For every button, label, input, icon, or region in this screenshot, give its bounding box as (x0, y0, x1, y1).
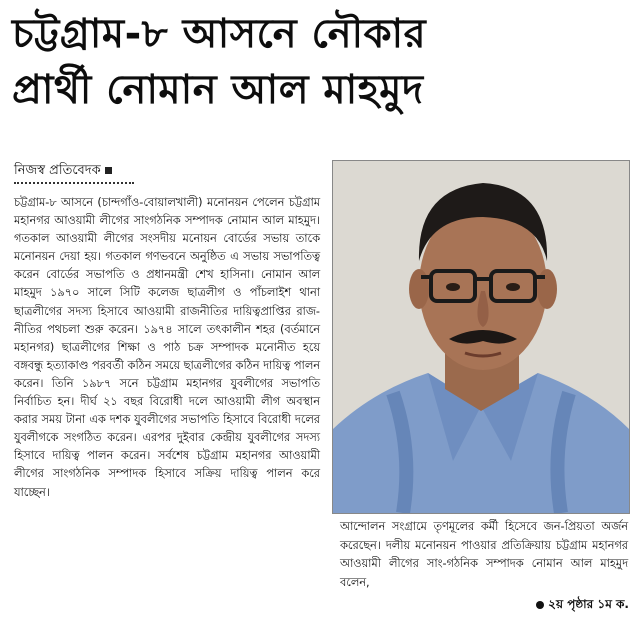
headline-line-2: প্রার্থী নোমান আল মাহমুদ (12, 67, 424, 113)
square-bullet-icon (105, 167, 112, 174)
byline-text: নিজস্ব প্রতিবেদক (14, 163, 101, 178)
continued-text: ২য় পৃষ্ঠার ১ম ক. (548, 597, 629, 611)
article-paragraph: চট্টগ্রাম-৮ আসনে (চান্দগাঁও-বোয়ালখালী) মনোনয়ন পেলেন চট্টগ্রাম মহানগর আওয়ামী লীগের সাংগঠনিক সম্পাদক নোমান আল মাহমুদ। গতকাল আওয়ামী লীগের সংসদীয় মনোয়ন বোর্ডের সভায় তাকে মনোনয়ন দেয়া হয়। গতকাল গণভবনে অনুষ্ঠিত এ সভায় সভাপতিত্ব করেন বোর্ডের সভাপতি ও প্রধানমন্ত্রী শেখ হাসিনা। নোমান আল মাহমুদ ১৯৭০ সালে সিটি কলেজ ছাত্রলীগ ও পাঁচলাইশ থানা ছাত্রলীগের সদস্য হিসাবে আওয়ামী রাজনীতির দায়িত্বপ্রাপ্তির রাজ-নীতির পথচলা শুরু করেন। ১৯৭৪ সালে তৎকালীন শহর (বর্তমানে মহানগর) ছাত্রলীগের শিক্ষা ও পাঠ চক্র সম্পাদক মনোনীত হয়ে বঙ্গবন্ধু হত্যাকাণ্ড পরবর্তী কঠিন সময়ে ছাত্রলীগের কঠিন দায়িত্ব পালন করেন। তিনি ১৯৮৭ সনে চট্টগ্রাম মহানগর যুবলীগের সভাপতি নির্বাচিত হন। দীর্ঘ ২১ বছর বিরোধী দলে আওয়ামী লীগ অবস্থান করার সময় টানা এক দশক যুবলীগের সভাপতি হিসাবে বিরোধী দলের যুবলীগকে সংগঠিত করেন। এরপর দুইবার কেন্দ্রীয় যুবলীগের সদস্য হিসাবে দায়িত্ব পালন করেন। সর্বশেষ চট্টগ্রাম মহানগর আওয়ামী লীগের সাংগঠনিক সম্পাদক হিসাবে সক্রিয় দায়িত্ব পালন করে যাচ্ছেন। (14, 196, 320, 499)
headline-line-1: চট্টগ্রাম-৮ আসনে নৌকার (12, 11, 427, 57)
headline (12, 6, 632, 118)
dotted-divider (14, 182, 134, 184)
portrait-photo (332, 160, 630, 514)
continued-note (536, 596, 629, 616)
bullet-icon (536, 601, 544, 609)
photo-caption: আন্দোলন সংগ্রামে তৃণমূলের কর্মী হিসেবে জন-প্রিয়তা অর্জন করেছেন। দলীয় মনোনয়ন পাওয়ার প্রতিক্রিয়ায় চট্টগ্রাম মহানগর আওয়ামী লীগের সাং-গঠনিক সম্পাদক নোমান আল মাহমুদ বলেন, (340, 520, 628, 589)
portrait-illustration (333, 161, 629, 513)
article-body (14, 194, 320, 502)
byline (14, 163, 112, 179)
